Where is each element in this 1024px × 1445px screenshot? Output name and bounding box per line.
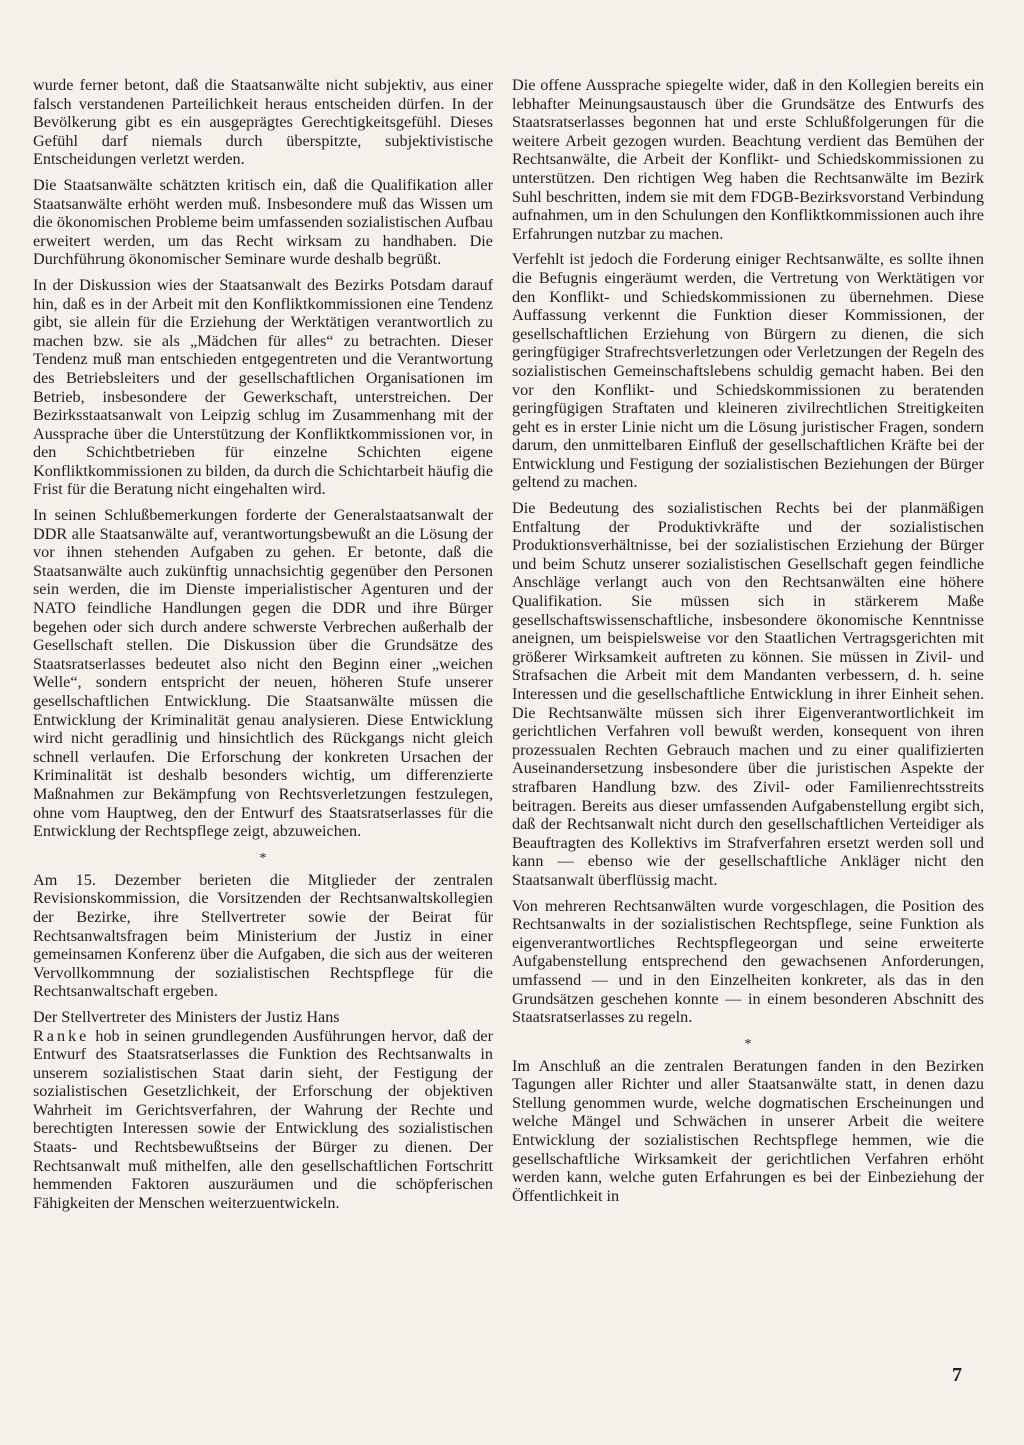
paragraph-rest: hob in seinen grundlegenden Ausführungen hervor, daß der Entwurf des Staatsratserlasses die Funktion des Rechtsanwalts in unserem sozialistischen Staat darin sieht, der Festigung der sozialistischen Gesetzlichkeit, der Erforschung der objektiven Wahrheit im Gerichtsverfahren, der Wahrung der Rechte und berechtigten Interessen sowie der Entwicklung des sozialistischen Staats- und Rechtsbewußtseins der Bürger zu dienen. Der Rechtsanwalt muß mithelfen, alle den gesellschaftlichen Fortschritt hemmenden Faktoren auszuräumen und die schöpferischen Fähigkeiten der Menschen weiterzuentwickeln. xyxy=(33,1026,494,1212)
paragraph: Verfehlt ist jedoch die Forderung einiger Rechtsanwälte, es sollte ihnen die Befugnis eingeräumt werden, die Vertretung von Werktätigen vor den Konflikt- und Schiedskommissionen zu übernehmen. Diese Auffassung verkennt die Funktion dieser Kommissionen, der gesellschaftlichen Erziehung von Bürgern zu dienen, die sich geringfügiger Strafrechtsverletzungen oder Verletzungen der Regeln des sozialistischen Gemeinschaftslebens schuldig gemacht haben. Bei den vor den Konflikt- und Schiedskommissionen zu beratenden geringfügigen Straftaten und kleineren zivilrechtlichen Streitigkeiten geht es in erster Linie nicht um die Lösung juristischer Fragen, sondern darum, den unmittelbaren Einfluß der gesellschaftlichen Kräfte bei der Entwicklung und Festigung der sozialistischen Beziehungen der Bürger geltend zu machen. xyxy=(512,250,984,492)
paragraph: In seinen Schlußbemerkungen forderte der Generalstaatsanwalt der DDR alle Staatsanwälte auf, verantwortungsbewußt an die Lösung der vor ihnen stehenden Aufgaben zu gehen. Er betonte, daß die Staatsanwälte auch zukünftig unnachsichtig gegenüber den Personen sein werden, die im Dienste imperialistischer Agenturen und der NATO feindliche Handlungen gegen die DDR und ihre Bürger begehen oder sich durch andere schwerste Verbrechen außerhalb der Gesellschaft stellen. Die Diskussion über die Grundsätze des Staatsratserlasses bedeutet also nicht den Beginn einer „weichen Welle“, sondern entspricht der neuen, höheren Stufe unserer gesellschaftlichen Entwicklung. Die Staatsanwälte müssen die Entwicklung der Kriminalität genau analysieren. Diese Entwicklung wird nicht geradlinig und hinsichtlich des Rückgangs nicht gleich schnell verlaufen. Die Erforschung der konkreten Ursachen der Kriminalität ist deshalb besonders wichtig, um differenzierte Maßnahmen zur Bekämpfung von Rechtsverletzungen festzulegen, ohne vom Hauptweg, den der Entwurf des Staatsratserlasses für die Entwicklung der Rechtspflege zeigt, abzuweichen. xyxy=(33,506,493,841)
paragraph xyxy=(33,1008,493,1213)
right-column xyxy=(512,76,984,1212)
section-separator: * xyxy=(744,1036,752,1052)
paragraph: Die Staatsanwälte schätzten kritisch ein, daß die Qualifikation aller Staatsanwälte erhöht werden muß. Insbesondere muß das Wissen um die ökonomischen Probleme beim umfassenden sozialistischen Aufbau erweitert werden, um das Recht wirksam zu handhaben. Die Durchführung ökonomischer Seminare wurde deshalb begrüßt. xyxy=(33,175,493,269)
paragraph: wurde ferner betont, daß die Staatsanwälte nicht subjektiv, aus einer falsch verstandenen Parteilichkeit heraus entscheiden dürfen. In der Bevölkerung gibt es ein ausgeprägtes Gerechtigkeitsgefühl. Dieses Gefühl darf niemals durch überspitzte, subjektivistische Entscheidungen verletzt werden. xyxy=(33,76,493,169)
paragraph: Von mehreren Rechtsanwälten wurde vorgeschlagen, die Position des Rechtsanwalts in der sozialistischen Rechtspflege, seine Funktion als eigenverantwortliches Rechtspflegeorgan und seine erweiterte Aufgabenstellung entsprechend den gewachsenen Anforderungen, umfassend — und in den Einzelheiten konkreter, als das in den Grundsätzen geschehen konnte — in einem besonderen Abschnitt des Staatsratserlasses zu regeln. xyxy=(512,896,984,1027)
person-name: Ranke xyxy=(33,1026,90,1045)
left-column xyxy=(33,76,493,1219)
paragraph: Die Bedeutung des sozialistischen Rechts bei der planmäßigen Entfaltung der Produktivkräfte und der sozialistischen Produktionsverhältnisse, bei der sozialistischen Erziehung der Bürger und beim Schutz unserer sozialistischen Gesellschaft gegen feindliche Anschläge verlangt auch von den Rechtsanwälten eine höhere Qualifikation. Sie müssen sich in stärkerem Maße gesellschaftswissenschaftliche, insbesondere ökonomische Kenntnisse aneignen, um beispielsweise vor den Staatlichen Vertragsgerichten mit größerer Wirksamkeit auftreten zu können. Sie müssen in Zivil- und Strafsachen die Arbeit mit dem Mandanten verbessern, d. h. seine Interessen und die gesellschaftliche Entwicklung in ihrer Einheit sehen. Die Rechtsanwälte müssen sich ihrer Eigenverantwortlichkeit im gerichtlichen Verfahren voll bewußt werden, konsequent von ihren prozessualen Rechten Gebrauch machen und zu einer qualifizierten Auseinandersetzung insbesondere über die juristischen Aspekte der strafbaren Handlung bzw. des Zivil- oder Familienrechtsstreits beitragen. Bereits aus dieser umfassenden Aufgabenstellung ergibt sich, daß der Rechtsanwalt nicht durch den gesellschaftlichen Verteidiger als Beauftragten des Kollektivs im Strafverfahren ersetzt werden soll und kann — ebenso wie der gesellschaftliche Ankläger nicht den Staatsanwalt überflüssig macht. xyxy=(512,499,984,889)
paragraph: Im Anschluß an die zentralen Beratungen fanden in den Bezirken Tagungen aller Richter und aller Staatsanwälte statt, in denen dazu Stellung genommen wurde, welche dogmatischen Erscheinungen und welche Mängel und Schwächen in unserer Arbeit die weitere Entwicklung der sozialistischen Rechtspflege hemmen, wie die gesellschaftliche Wirksamkeit der gerichtlichen Verfahren erhöht werden kann, welche guten Erfahrungen es bei der Einbeziehung der Öffentlichkeit in xyxy=(512,1056,984,1205)
page-number: 7 xyxy=(952,1364,962,1386)
paragraph-start: Der Stellvertreter des Ministers der Justiz Hans xyxy=(33,1007,340,1026)
paragraph: Am 15. Dezember berieten die Mitglieder der zentralen Revisionskommission, die Vorsitzenden der Rechtsanwaltskollegien der Bezirke, ihre Stellvertreter sowie der Beirat für Rechtsanwaltsfragen beim Ministerium der Justiz in einer gemeinsamen Konferenz über die Aufgaben, die sich aus der weiteren Vervollkommnung der sozialistischen Rechtspflege für die Rechtsanwaltschaft ergeben. xyxy=(33,870,493,1001)
paragraph: Die offene Aussprache spiegelte wider, daß in den Kollegien bereits ein lebhafter Meinungsaustausch über die Grundsätze des Entwurfs des Staatsratserlasses begonnen hat und erste Schlußfolgerungen für die weitere Arbeit gezogen wurden. Beachtung verdient das Bemühen der Rechtsanwälte, die Arbeit der Konflikt- und Schiedskommissionen zu unterstützen. Den richtigen Weg haben die Rechtsanwälte im Bezirk Suhl beschritten, indem sie mit dem FDGB-Bezirksvorstand Verbindung aufnahmen, um in den Schulungen den Konfliktkommissionen auch ihre Erfahrungen nutzbar zu machen. xyxy=(512,76,984,243)
paragraph: In der Diskussion wies der Staatsanwalt des Bezirks Potsdam darauf hin, daß es in der Arbeit mit den Konfliktkommissionen eine Tendenz gibt, sie allein für die Erziehung der Werktätigen verantwortlich zu machen bzw. sie als „Mädchen für alles“ zu betrachten. Dieser Tendenz muß man entschieden entgegentreten und die Verantwortung des Betriebsleiters und der gesellschaftlichen Organisationen im Betrieb, insbesondere der Gewerkschaft, unterstreichen. Der Bezirksstaatsanwalt von Leipzig schlug im Zusammenhang mit der Aussprache über die Unterstützung der Konfliktkommissionen vor, in den Schichtbetrieben für einzelne Schichten eigene Konfliktkommissionen zu bilden, da durch die Schichtarbeit häufig die Frist für die Beratung nicht eingehalten wird. xyxy=(33,275,493,499)
section-separator: * xyxy=(259,850,267,866)
